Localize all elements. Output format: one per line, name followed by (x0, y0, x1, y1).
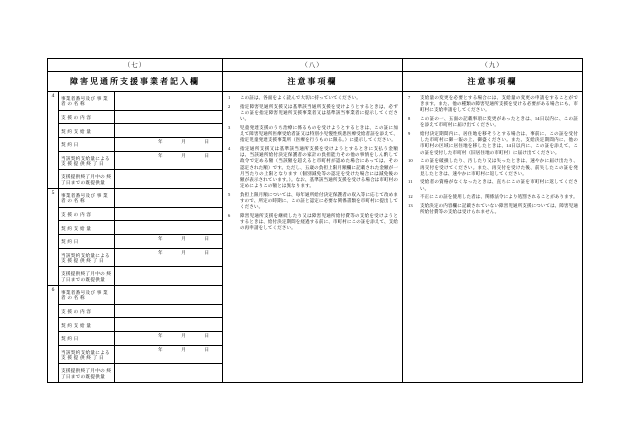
table-row[interactable] (59, 138, 222, 152)
note-text: 支給決定の内容欄に記載されていない障害児通所支援については、障害児通所給付費等の支給は受けられません。 (420, 203, 579, 215)
column-notes-8 (223, 58, 403, 383)
note-number: 9 (408, 131, 411, 137)
note-text: 障害児通所支援を継続したり又は障害児通所給付費等の支給を受けようとするときは、給付決定期間を経過する前に、市町村にこの証を添えて、支給の再申請をしてください。 (240, 212, 399, 231)
column-8-header: （八） (223, 59, 402, 72)
form-row-numbers (48, 92, 59, 382)
table-row[interactable] (59, 318, 222, 332)
form-group-4 (59, 92, 222, 189)
column-7-header: （七） (48, 59, 222, 72)
list-item (228, 125, 398, 144)
list-item (228, 146, 398, 189)
list-item (408, 131, 578, 156)
note-text: この証を破損したり、汚したり又は失ったときは、速やかに届け出たり、再交付を受けてください。また、再交付を受けた後、前失したこの証を発見したときは、速やかに市町村に返してください。 (420, 158, 578, 176)
table-row[interactable] (59, 221, 222, 235)
row-label: 契 約 支 給 量 (59, 124, 115, 137)
column-7-body (48, 92, 222, 382)
list-item (408, 95, 578, 114)
row-label: 当該契約支給量による 支 援 提 供 終 了 日 (59, 346, 115, 364)
row-label: 契 約 日 (59, 138, 115, 151)
table-row[interactable] (59, 235, 222, 249)
notes-list-8 (223, 92, 402, 382)
list-item (408, 194, 578, 200)
row-value[interactable] (115, 267, 222, 285)
row-label: 契 約 日 (59, 332, 115, 345)
note-text: 支給量の変更を必要とする場合には、支給量の変更の申請をすることができます。また、他の種類の障害児通所支援を受ける必要がある場合にも、市町村に支給申請をしてください。 (420, 95, 578, 113)
row-label: 支援提供終了月中の 終了日までの既提供量 (59, 170, 115, 188)
form-group-number: 6 (51, 287, 55, 293)
row-value[interactable]: 年 月 日 (158, 346, 216, 352)
row-label: 当該契約支給量による 支 援 提 供 終 了 日 (59, 152, 115, 170)
note-text: 負担上限月額については、毎年通所給付決定保護者の収入等に応じて改めますので、所定の時期に、この証と認定に必要な関係書類を市町村に提出してください。 (240, 191, 399, 210)
form-group-6 (59, 286, 222, 382)
row-value[interactable]: 年 月 日 (158, 249, 216, 255)
list-item (408, 203, 578, 215)
note-number: 6 (228, 212, 231, 218)
note-number: 13 (408, 203, 413, 209)
row-label: 支 援 の 内 容 (59, 111, 115, 124)
row-label: 支 援 の 内 容 (59, 208, 115, 221)
row-label: 支援提供終了月中の 終了日までの既提供量 (59, 364, 115, 382)
row-value[interactable] (115, 170, 222, 188)
note-number: 1 (228, 95, 231, 100)
note-number: 11 (408, 179, 413, 185)
receipt-card-sheet (47, 58, 583, 383)
list-item (408, 158, 578, 177)
list-item (408, 116, 578, 128)
note-number: 7 (408, 95, 411, 100)
note-text: 不正にこの証を使用した者は、関係法令により処罰されることがあります。 (420, 194, 578, 200)
table-row[interactable] (59, 170, 222, 188)
table-row[interactable] (59, 305, 222, 319)
row-value[interactable] (115, 364, 222, 382)
row-label: 当該契約支給量による 支 援 提 供 終 了 日 (59, 249, 115, 267)
note-number: 2 (228, 103, 231, 109)
row-label: 契 約 日 (59, 235, 115, 248)
form-rows (59, 92, 222, 382)
row-value[interactable] (115, 318, 222, 331)
list-item (228, 95, 398, 101)
row-label: 事業者番号及び 事 業 者 の 名 称 (59, 92, 115, 110)
column-8-title: 注意事項欄 (223, 72, 402, 92)
note-text: 指定通所支援又は基準該当通所支援を受けようとするときに支払う金額は、当該通所給付決定保護者の家計の負担能力その他の事情をしん酌して政令で定める額（当該額を超えると市町村が認めた場合にあっては、その認定された額）です。ただし、五歳の負担上限月額欄に記載された金額が一月当たりの上限となります（個別減免等の認定を受けた場合には減免後の額が表示されています。）。なお、基準該当通所支援を受ける場合は市町村の定めによりこの額とは異なります。 (240, 145, 398, 189)
table-row[interactable] (59, 364, 222, 382)
table-row[interactable] (59, 249, 222, 268)
column-9-header: （九） (403, 59, 582, 72)
note-text: 児童発達支援のうち治療に係るものを受けようとするときは、この証に加えて障害児通所医療受給者証又は特別小児慢性疾患医療受給者証を添えて、指定児童発達支援事業所（医療を行うものに限る。）に提示してください。 (240, 124, 399, 143)
row-value[interactable]: 年 月 日 (158, 138, 216, 144)
table-row[interactable] (59, 111, 222, 125)
table-row[interactable] (59, 286, 222, 305)
list-item (228, 213, 398, 232)
table-row[interactable] (59, 208, 222, 222)
table-row[interactable] (59, 92, 222, 111)
row-label: 支援提供終了月中の 終了日までの既提供量 (59, 267, 115, 285)
row-label: 契 約 支 給 量 (59, 318, 115, 331)
note-number: 10 (408, 158, 413, 164)
column-9-title: 注意事項欄 (403, 72, 582, 92)
row-value[interactable] (115, 111, 222, 124)
note-text: この証の一、五面の記載事項に変更があったときは、14日以内に、この証を添えて市町村に届け出てください。 (420, 116, 578, 128)
table-row[interactable] (59, 332, 222, 346)
row-value[interactable] (115, 221, 222, 234)
note-text: 受給者の資格がなくなったときは、直ちにこの証を市町村に返してください。 (420, 179, 578, 191)
row-value[interactable] (115, 208, 222, 221)
note-number: 5 (228, 191, 231, 197)
form-group-number: 4 (48, 92, 58, 189)
row-label: 契 約 支 給 量 (59, 221, 115, 234)
table-row[interactable] (59, 124, 222, 138)
column-notes-9 (403, 58, 583, 383)
note-number: 4 (228, 145, 231, 151)
row-value[interactable]: 年 月 日 (158, 152, 216, 158)
row-value[interactable] (115, 124, 222, 137)
note-text: 給付決定期間内に、居住地を移そうとする場合は、事前に、この証を受付した市町村に御一報の上、御盛ください。また、支給決定期間内に、他の市町村の区域に居住地を移したときは、14日以内に、この証を添えて、この証を受付した市町村（旧居住地の市町村）に届け出てください。 (420, 131, 578, 155)
table-row[interactable] (59, 267, 222, 285)
list-item (228, 104, 398, 123)
row-label: 事業者番号及び 事 業 者 の 名 称 (59, 286, 115, 304)
notes-list-9 (403, 92, 582, 382)
form-group-5 (59, 189, 222, 286)
note-text: 指定障害児通所支援又は基準該当通所支援を受けようとするときは、必ずこの証を指定障害児通所支援事業者又は基準該当事業者に提示してください。 (240, 103, 398, 122)
row-value[interactable] (115, 92, 222, 110)
table-row[interactable] (59, 152, 222, 171)
column-form-provider (47, 58, 223, 383)
note-text: この証は、各面をよく読んで大切に持っていてください。 (240, 95, 361, 100)
list-item (408, 179, 578, 191)
row-label: 支 援 の 内 容 (59, 305, 115, 318)
row-value[interactable] (115, 286, 222, 304)
column-8-body (223, 92, 402, 382)
row-label: 事業者番号及び 事 業 者 の 名 称 (59, 189, 115, 207)
row-value[interactable]: 年 月 日 (158, 235, 216, 241)
column-9-body (403, 92, 582, 382)
row-value[interactable] (115, 189, 222, 207)
table-row[interactable] (59, 189, 222, 208)
column-7-title: 障害児通所支援事業者記入欄 (48, 72, 222, 92)
table-row[interactable] (59, 346, 222, 365)
list-item (228, 192, 398, 211)
row-value[interactable] (115, 305, 222, 318)
note-number: 3 (228, 124, 231, 130)
form-group-number: 5 (48, 189, 58, 286)
note-number: 12 (408, 194, 413, 200)
note-number: 8 (408, 116, 411, 122)
row-value[interactable]: 年 月 日 (158, 332, 216, 338)
